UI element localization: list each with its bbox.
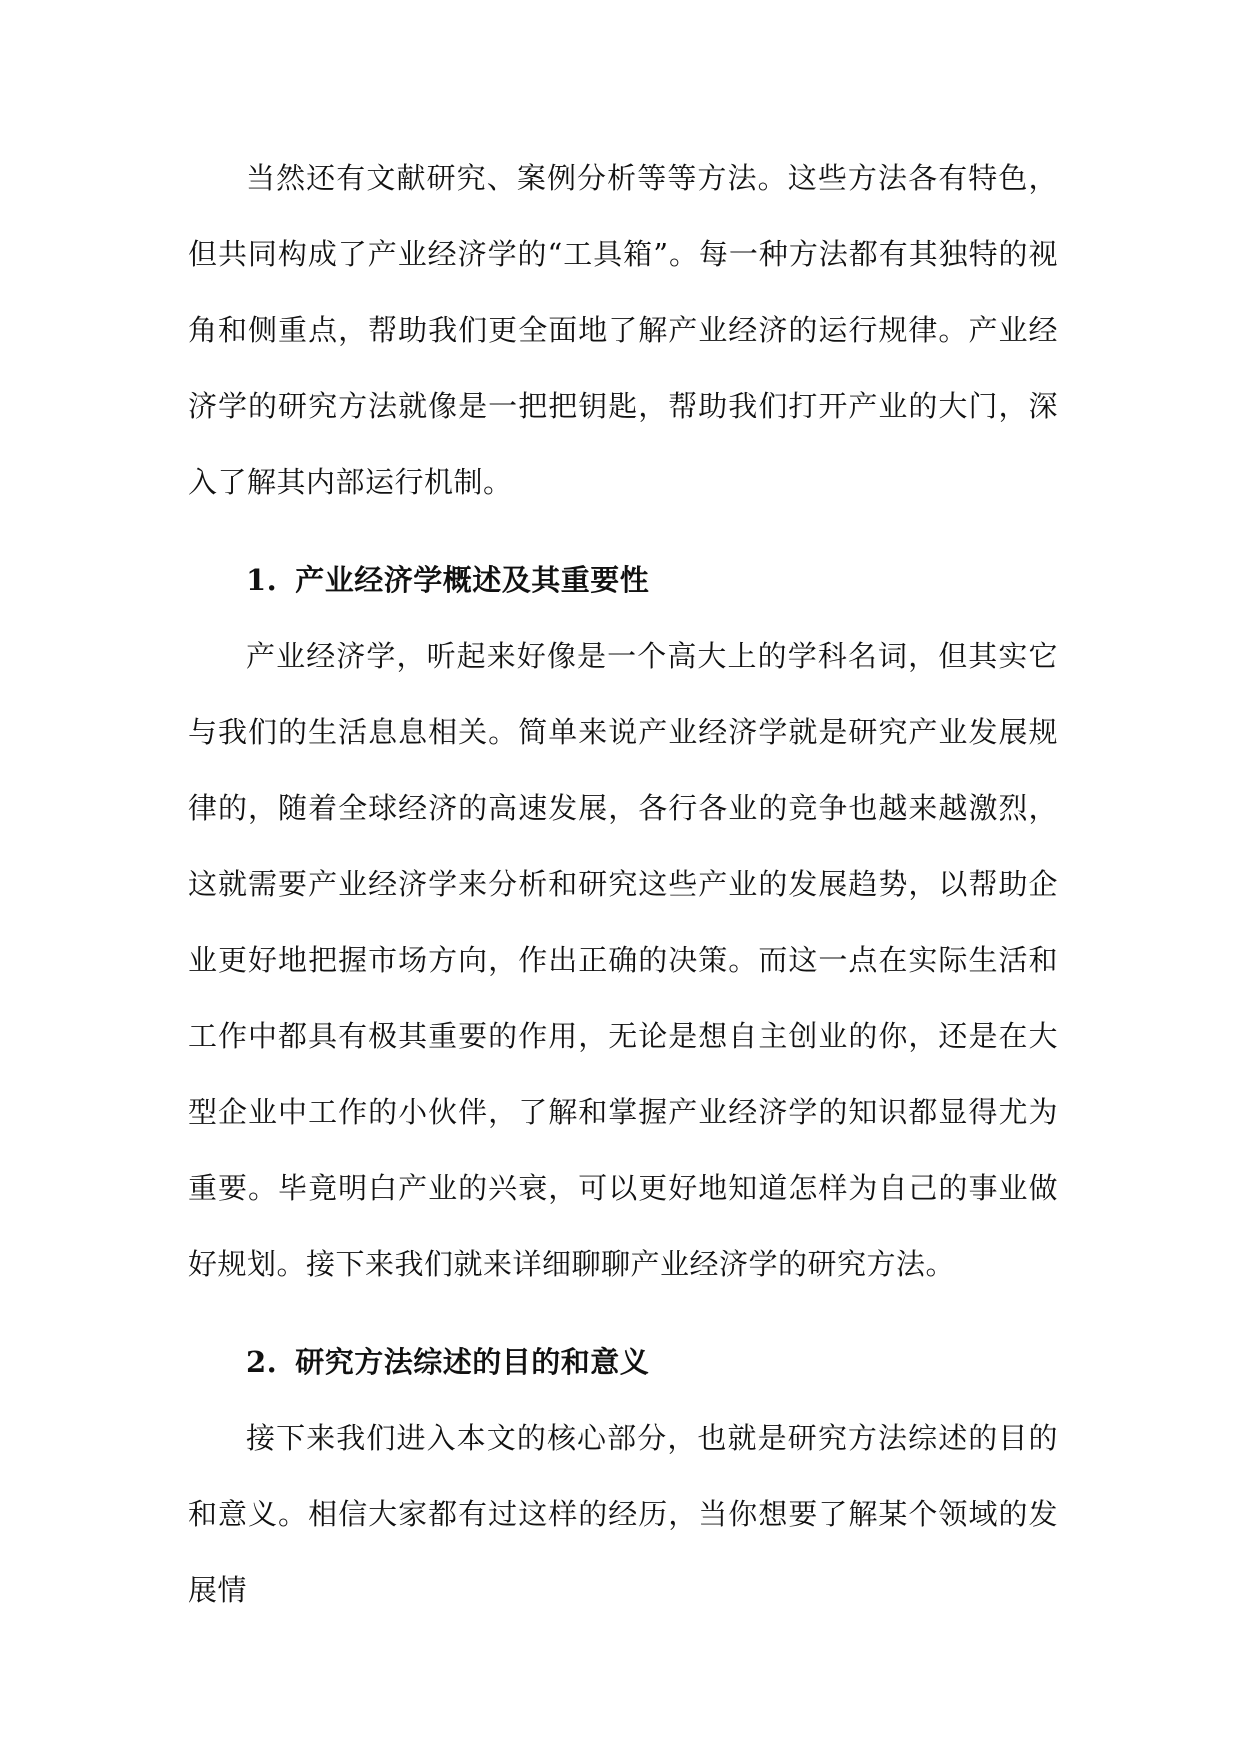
paragraph-section-1: 产业经济学，听起来好像是一个高大上的学科名词，但其实它与我们的生活息息相关。简单来说产业经济学就是研究产业发展规律的，随着全球经济的高速发展，各行各业的竞争也越来越激烈，这就需要产业经济学来分析和研究这些产业的发展趋势，以帮助企业更好地把握市场方向，作出正确的决策。而这一点在实际生活和工作中都具有极其重要的作用，无论是想自主创业的你，还是在大型企业中工作的小伙伴，了解和掌握产业经济学的知识都显得尤为重要。毕竟明白产业的兴衰，可以更好地知道怎样为自己的事业做好规划。接下来我们就来详细聊聊产业经济学的研究方法。 <box>188 639 1058 1281</box>
section-heading-2 <box>188 1324 1058 1400</box>
paragraph-intro: 当然还有文献研究、案例分析等等方法。这些方法各有特色，但共同构成了产业经济学的“工具箱”。每一种方法都有其独特的视角和侧重点，帮助我们更全面地了解产业经济的运行规律。产业经济学的研究方法就像是一把把钥匙，帮助我们打开产业的大门，深入了解其内部运行机制。 <box>188 161 1058 499</box>
section-title-2: 研究方法综述的目的和意义 <box>295 1345 650 1379</box>
document-body <box>188 140 1058 1628</box>
section-heading-1 <box>188 542 1058 618</box>
section-number-1: 1. <box>246 563 278 597</box>
section-title-1: 产业经济学概述及其重要性 <box>295 563 650 597</box>
section-number-2: 2. <box>246 1345 278 1379</box>
paragraph-section-2: 接下来我们进入本文的核心部分，也就是研究方法综述的目的和意义。相信大家都有过这样的经历，当你想要了解某个领域的发展情 <box>188 1421 1058 1607</box>
